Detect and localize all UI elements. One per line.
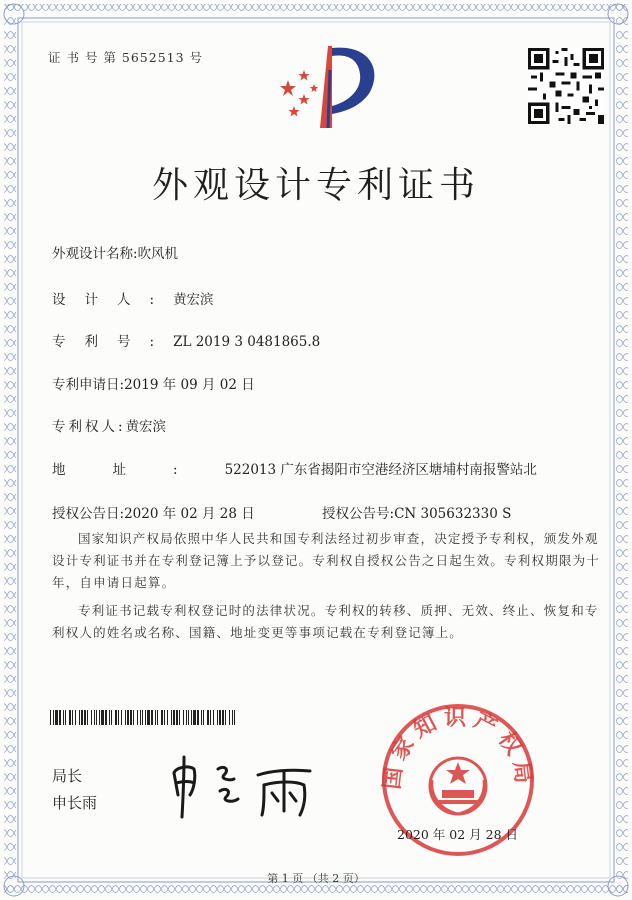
barcode-bar	[207, 710, 209, 725]
barcode-bar	[191, 710, 192, 725]
patent-number-value: ZL 2019 3 0481865.8	[173, 334, 321, 350]
barcode	[50, 710, 236, 725]
qr-code[interactable]	[528, 48, 604, 124]
barcode-bar	[50, 710, 51, 725]
barcode-bar	[101, 710, 104, 725]
barcode-bar	[109, 710, 110, 725]
barcode-bar	[193, 710, 196, 725]
cnipa-logo-icon	[270, 40, 385, 135]
barcode-bar	[203, 710, 204, 725]
barcode-bar	[179, 710, 180, 725]
seal-text: 国家知识产权局	[379, 705, 537, 791]
page-footer: 第 1 页 （共 2 页）	[267, 872, 365, 885]
barcode-bar	[137, 710, 138, 725]
barcode-bar	[188, 710, 189, 725]
barcode-bar	[232, 710, 233, 725]
barcode-bar	[125, 710, 126, 725]
address-value: 522013 广东省揭阳市空港经济区塘埔村南报警站北	[224, 462, 537, 478]
director-name: 申长雨	[52, 794, 98, 812]
barcode-bar	[157, 710, 158, 725]
barcode-bar	[115, 710, 117, 725]
barcode-bar	[72, 710, 73, 725]
barcode-bar	[79, 710, 80, 725]
address-row	[52, 458, 537, 478]
barcode-bar	[155, 710, 156, 725]
barcode-bar	[65, 710, 66, 725]
barcode-bar	[94, 710, 95, 725]
barcode-bar	[118, 710, 119, 725]
barcode-bar	[147, 710, 150, 725]
barcode-bar	[229, 710, 230, 725]
barcode-bar	[91, 710, 92, 725]
barcode-bar	[59, 710, 61, 725]
paragraph-grant-statement: 国家知识产权局依照中华人民共和国专利法经过初步审查，决定授予专利权，颁发外观设计专利证书并在专利登记簿上予以登记。专利权自授权公告之日起生效。专利权期限为十年，自申请日起算。	[52, 531, 601, 590]
designer-row	[52, 288, 214, 308]
grant-number-row	[322, 502, 511, 522]
design-name-value: 吹风机	[137, 246, 179, 262]
design-name-row	[52, 242, 178, 262]
barcode-bar	[219, 710, 221, 725]
barcode-bar	[133, 710, 134, 725]
director-title: 局长	[52, 767, 83, 785]
filing-date-label: 专利申请日:	[52, 377, 125, 393]
barcode-bar	[210, 710, 211, 725]
barcode-bar	[225, 710, 226, 725]
barcode-bar	[127, 710, 129, 725]
grant-date-label: 授权公告日:	[52, 506, 125, 522]
seal-date: 2020 年 02 月 28 日	[397, 827, 518, 842]
grant-number-value: CN 305632330 S	[394, 506, 512, 522]
filing-date-row	[52, 373, 255, 393]
design-name-label: 外观设计名称:	[52, 246, 138, 262]
patentee-label: 专利权人:	[52, 419, 126, 435]
grant-number-label: 授权公告号:	[322, 506, 395, 522]
barcode-bar	[105, 710, 107, 725]
designer-value: 黄宏滨	[173, 292, 214, 308]
barcode-bar	[121, 710, 122, 725]
barcode-bar	[234, 710, 235, 725]
filing-date-value: 2019 年 09 月 02 日	[124, 377, 255, 393]
barcode-bar	[217, 710, 218, 725]
barcode-bar	[130, 710, 132, 725]
barcode-bar	[53, 710, 54, 725]
barcode-bar	[213, 710, 214, 725]
page-title: 外观设计专利证书	[151, 165, 480, 206]
barcode-bar	[222, 710, 224, 725]
barcode-bar	[140, 710, 141, 725]
barcode-bar	[186, 710, 187, 725]
barcode-bar	[161, 710, 163, 725]
barcode-bar	[197, 710, 199, 725]
barcode-bar	[151, 710, 153, 725]
address-label: 地址:	[52, 462, 225, 478]
designer-label: 设计人:	[52, 292, 174, 308]
barcode-bar	[63, 710, 64, 725]
barcode-bar	[164, 710, 165, 725]
paragraph-legal-status: 专利证书记载专利权登记时的法律状况。专利权的转移、质押、无效、终止、恢复和专利权人的姓名或名称、国籍、地址变更等事项记载在专利登记簿上。	[52, 603, 599, 640]
grant-date-row	[52, 502, 255, 522]
barcode-bar	[176, 710, 178, 725]
barcode-bar	[81, 710, 83, 725]
grant-date-value: 2020 年 02 月 28 日	[124, 506, 255, 522]
patentee-value: 黄宏滨	[125, 419, 167, 435]
barcode-bar	[96, 710, 97, 725]
patent-number-label: 专利号:	[52, 334, 174, 350]
barcode-bar	[183, 710, 184, 725]
patentee-row	[52, 415, 166, 435]
barcode-bar	[145, 710, 146, 725]
barcode-bar	[142, 710, 143, 725]
barcode-bar	[173, 710, 175, 725]
barcode-bar	[99, 710, 100, 725]
certificate-number: 证 书 号 第 5652513 号	[48, 50, 204, 65]
barcode-bar	[171, 710, 172, 725]
patent-number-row	[52, 330, 320, 350]
barcode-bar	[167, 710, 168, 725]
barcode-bar	[55, 710, 58, 725]
barcode-bar	[111, 710, 112, 725]
barcode-bar	[87, 710, 88, 725]
barcode-bar	[84, 710, 86, 725]
barcode-bar	[201, 710, 202, 725]
barcode-bar	[69, 710, 71, 725]
barcode-bar	[75, 710, 76, 725]
director-signature	[160, 745, 320, 825]
